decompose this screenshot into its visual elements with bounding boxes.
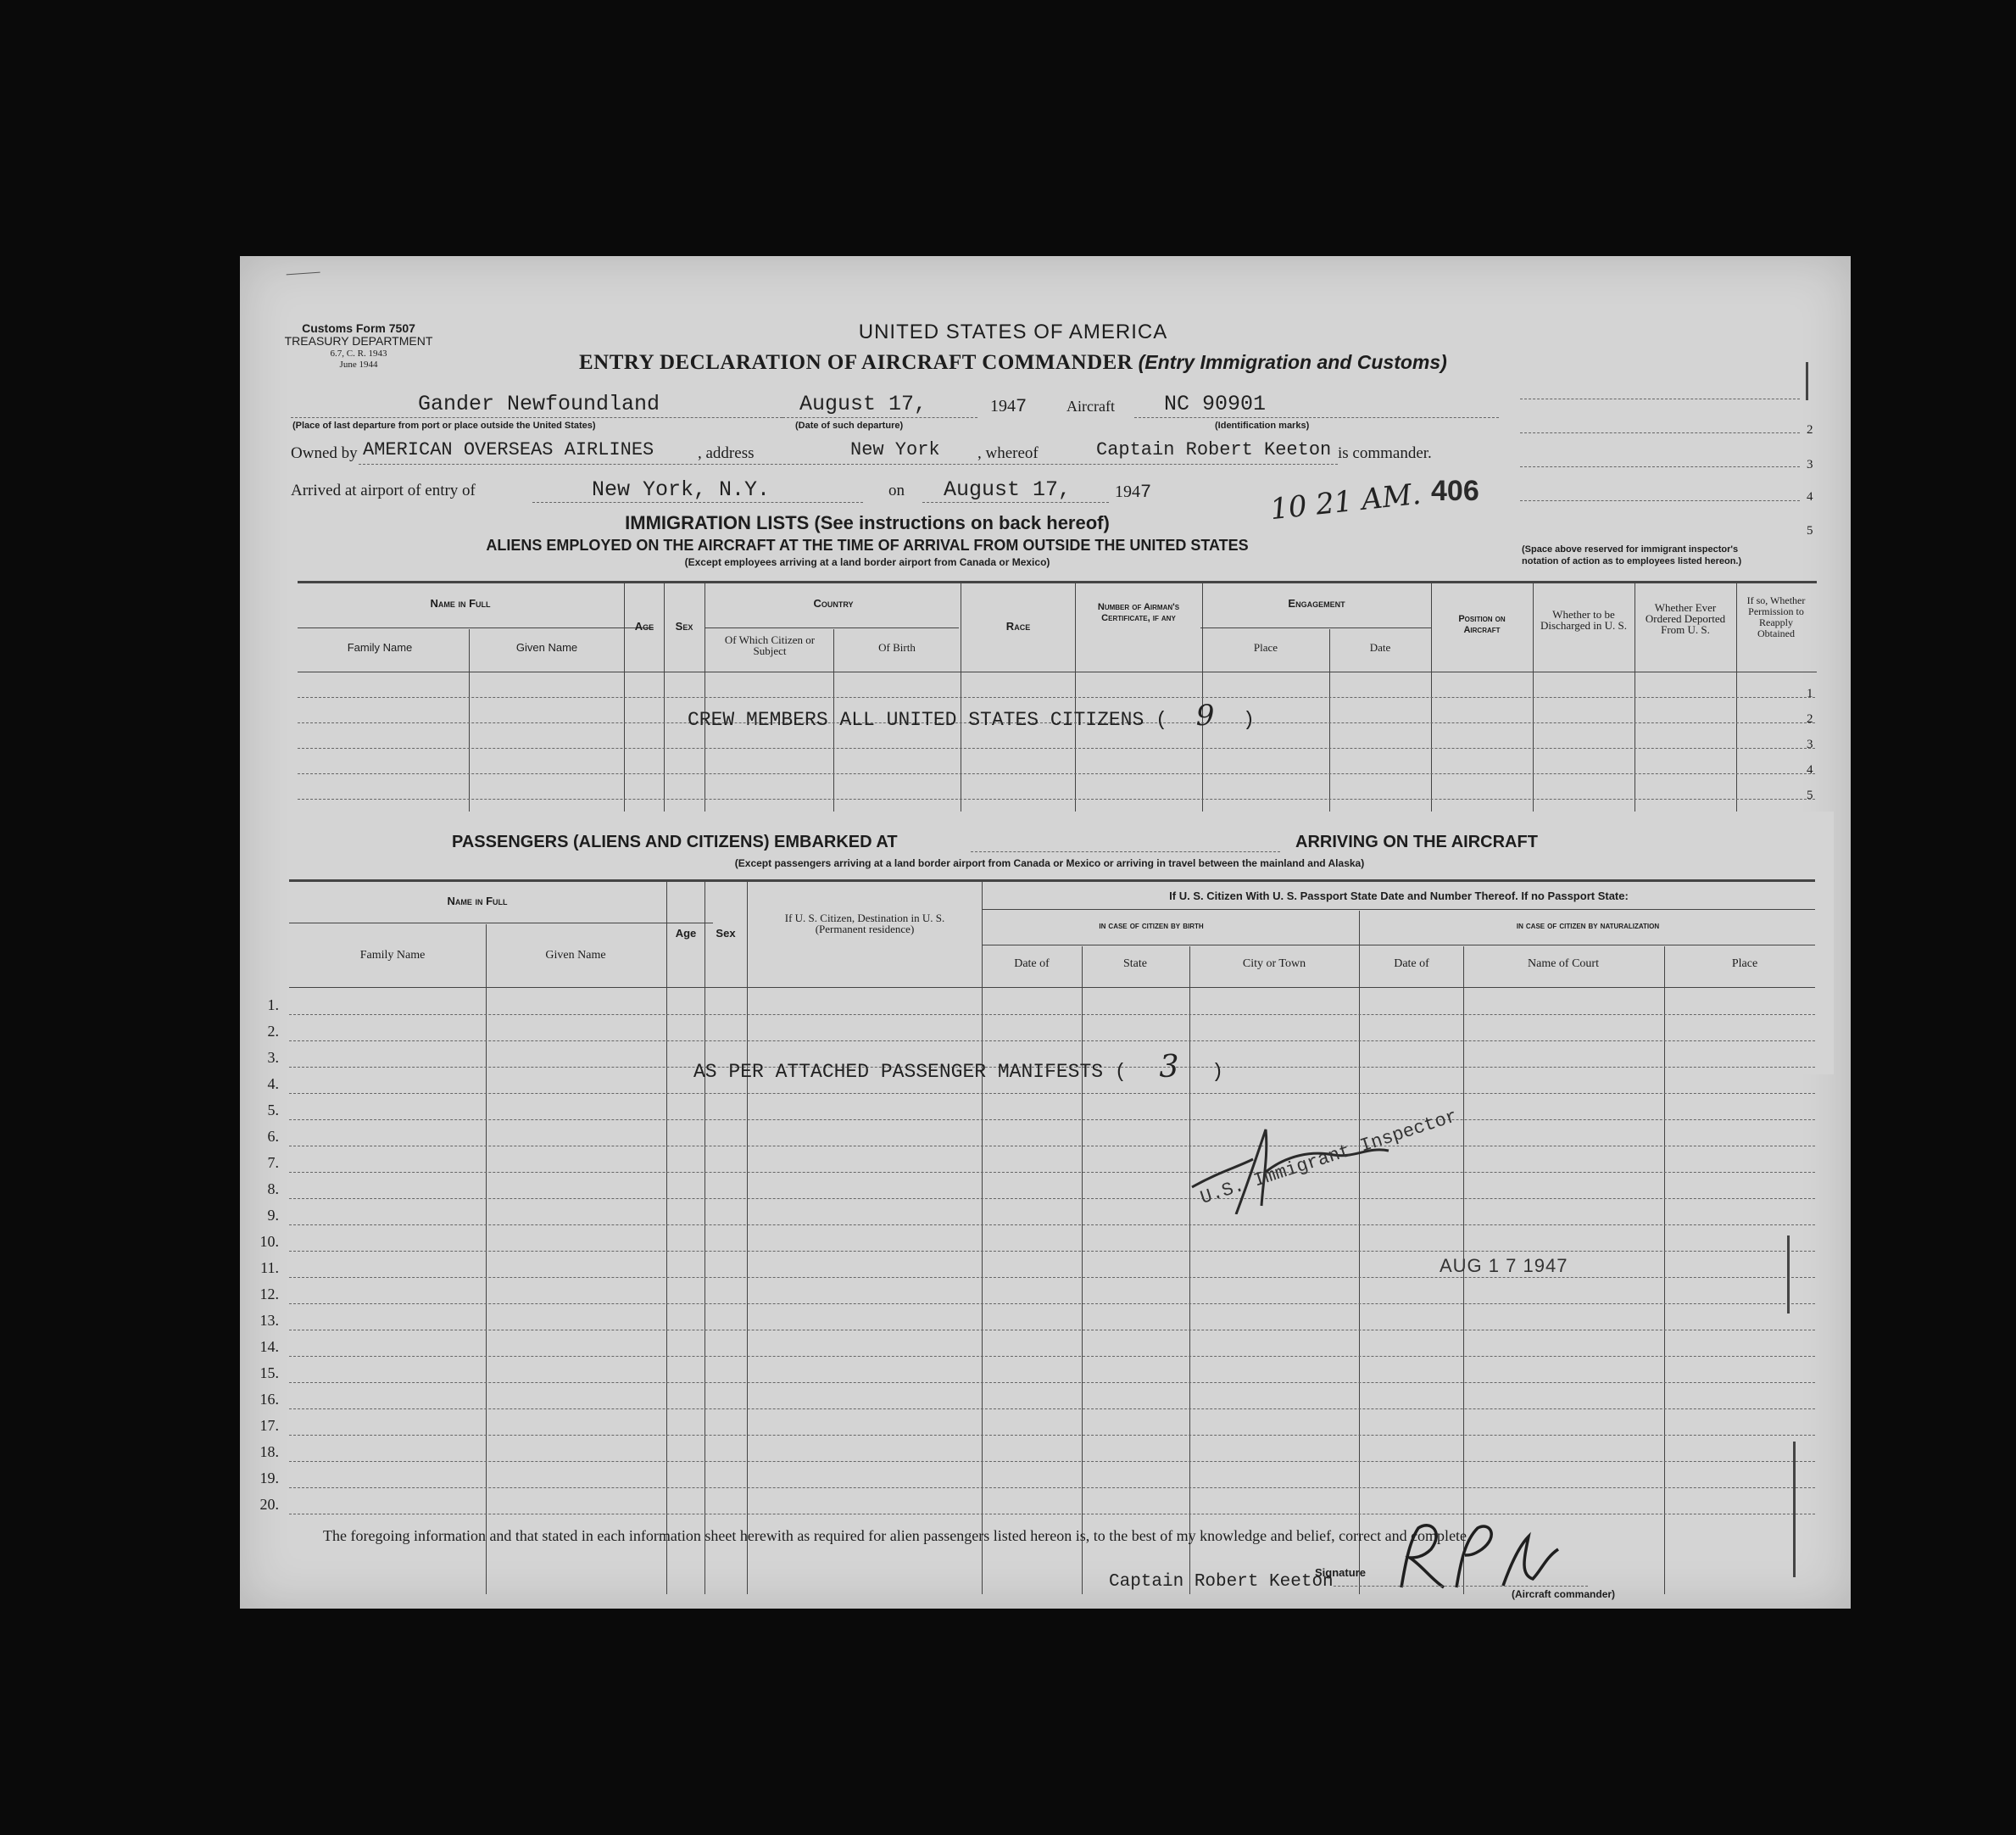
pass-col-court: Name of Court bbox=[1528, 957, 1599, 970]
declaration-form bbox=[240, 256, 1851, 1609]
owner-name: AMERICAN OVERSEAS AIRLINES bbox=[363, 439, 654, 460]
departure-date-caption: (Date of such departure) bbox=[795, 421, 904, 431]
passenger-row-number: 12. bbox=[259, 1286, 279, 1302]
owned-by-label: Owned by bbox=[291, 444, 358, 462]
crew-col-permission: If so, Whether Permission to Reapply Obtained bbox=[1746, 594, 1806, 639]
crew-entry-text: CREW MEMBERS ALL UNITED STATES CITIZENS ( bbox=[688, 709, 1167, 731]
manifest-entry-text: AS PER ATTACHED PASSENGER MANIFESTS ( bbox=[693, 1061, 1127, 1083]
passenger-row-line bbox=[289, 1224, 1815, 1225]
declaration-text: The foregoing information and that stated in each information sheet herewith as required for alien passengers listed hereon is, to the best of my knowledge and belief, correct and complete. bbox=[323, 1527, 1471, 1544]
crew-col-given-name: Given Name bbox=[515, 641, 578, 654]
departure-place-caption: (Place of last departure from port or place outside the United States) bbox=[292, 421, 596, 431]
crew-row-number: 4 bbox=[1807, 763, 1813, 777]
margin-number: 5 bbox=[1807, 524, 1813, 538]
passenger-row-number: 17. bbox=[259, 1417, 279, 1434]
pass-col-destination: If U. S. Citizen, Destination in U. S. (Permanent residence) bbox=[784, 912, 945, 935]
crew-col-sex: Sex bbox=[675, 620, 693, 633]
arrival-airport-line bbox=[532, 502, 863, 503]
passenger-row-line bbox=[289, 1014, 1815, 1015]
country-heading: UNITED STATES OF AMERICA bbox=[858, 321, 1168, 343]
crew-col-citizen-of: Of Which Citizen or Subject bbox=[724, 633, 816, 657]
immigration-note: (Except employees arriving at a land border airport from Canada or Mexico) bbox=[684, 556, 1050, 568]
department: TREASURY DEPARTMENT bbox=[284, 334, 433, 348]
passenger-row-line bbox=[289, 1382, 1815, 1383]
passenger-row-number: 10. bbox=[259, 1233, 279, 1250]
crew-col-engagement-place: Place bbox=[1253, 641, 1278, 654]
commander-signature-scribble bbox=[1384, 1511, 1571, 1596]
margin-bracket bbox=[1787, 1235, 1790, 1314]
pass-col-by-naturalization: in case of citizen by naturalization bbox=[1516, 921, 1660, 931]
crew-col-engagement-date: Date bbox=[1369, 641, 1391, 654]
departure-year bbox=[990, 396, 1027, 417]
arrival-date-line bbox=[922, 502, 1109, 503]
pass-col-state: State bbox=[1123, 957, 1147, 970]
crew-col-of-birth: Of Birth bbox=[878, 641, 916, 654]
reserved-line bbox=[1520, 500, 1800, 501]
arrival-date: August 17, bbox=[944, 477, 1072, 502]
commander-name: Captain Robert Keeton bbox=[1096, 439, 1332, 460]
arrival-year bbox=[1115, 482, 1151, 503]
owner-address: New York bbox=[850, 439, 940, 460]
pass-col-date-of-2: Date of bbox=[1394, 957, 1429, 970]
crew-col-engagement: Engagement bbox=[1288, 597, 1345, 610]
passenger-row-line bbox=[289, 1093, 1815, 1094]
pass-col-by-birth: in case of citizen by birth bbox=[1099, 921, 1204, 931]
passenger-row-line bbox=[289, 1040, 1815, 1041]
passenger-heading bbox=[452, 833, 898, 852]
margin-number: 2 bbox=[1807, 423, 1813, 437]
passenger-row-number: 20. bbox=[259, 1496, 279, 1513]
arrival-label: Arrived at airport of entry of bbox=[291, 482, 476, 499]
passenger-row-number: 5. bbox=[267, 1102, 279, 1118]
crew-col-discharged: Whether to be Discharged in U. S. bbox=[1540, 608, 1627, 632]
crew-subheader-line bbox=[704, 627, 959, 628]
passenger-row-line bbox=[289, 1172, 1815, 1173]
reserved-line bbox=[1520, 466, 1800, 467]
passenger-heading-right: ARRIVING ON THE AIRCRAFT bbox=[1295, 833, 1538, 851]
aircraft-line bbox=[1134, 417, 1499, 418]
crew-row-line bbox=[298, 799, 1815, 800]
entry-number: 406 bbox=[1431, 475, 1479, 507]
departure-date-line bbox=[782, 417, 977, 418]
inspector-stamp: U.S. Immigrant Inspector bbox=[1198, 1106, 1461, 1209]
crew-entry bbox=[688, 699, 1255, 733]
arrival-year-prefix: 194 bbox=[1115, 482, 1140, 501]
pass-col-divider bbox=[1082, 946, 1083, 1594]
margin-bracket bbox=[1793, 1442, 1796, 1577]
passenger-row-number: 18. bbox=[259, 1443, 279, 1460]
crew-entry-close: ) bbox=[1243, 709, 1255, 731]
margin-number: 3 bbox=[1807, 458, 1813, 471]
commander-suffix: is commander. bbox=[1338, 444, 1432, 462]
reserved-note-2: notation of action as to employees listed hereon.) bbox=[1522, 556, 1742, 566]
aircraft-caption: (Identification marks) bbox=[1215, 421, 1310, 431]
passenger-row-number: 7. bbox=[267, 1154, 279, 1171]
pass-col-divider bbox=[1359, 911, 1360, 1594]
crew-col-age: Age bbox=[634, 620, 654, 633]
crew-subheader-line bbox=[1200, 627, 1431, 628]
embarked-line bbox=[971, 851, 1280, 852]
passenger-row-number: 15. bbox=[259, 1364, 279, 1381]
crew-row-number: 2 bbox=[1807, 712, 1813, 726]
departure-year-prefix: 194 bbox=[990, 397, 1016, 416]
passenger-row-number: 4. bbox=[267, 1075, 279, 1092]
passenger-row-number: 3. bbox=[267, 1049, 279, 1066]
crew-row-number: 3 bbox=[1807, 738, 1813, 751]
crew-col-race: Race bbox=[1005, 620, 1031, 633]
departure-date: August 17, bbox=[799, 392, 927, 416]
arrival-on-label: on bbox=[888, 482, 905, 499]
crew-table-top bbox=[298, 581, 1817, 583]
passenger-row-line bbox=[289, 1408, 1815, 1409]
crew-row-number: 5 bbox=[1807, 789, 1813, 802]
crew-col-family-name: Family Name bbox=[347, 641, 413, 654]
pass-col-city: City or Town bbox=[1242, 957, 1306, 970]
crew-count: 9 bbox=[1195, 699, 1215, 733]
crew-row-line bbox=[298, 748, 1815, 749]
pass-col-divider bbox=[486, 924, 487, 1594]
owner-line bbox=[359, 464, 1338, 465]
passenger-row-line bbox=[289, 1251, 1815, 1252]
crew-col-position: Position on Aircraft bbox=[1458, 614, 1506, 635]
manifest-entry bbox=[693, 1050, 1223, 1085]
pass-table-header-bottom bbox=[289, 987, 1815, 988]
pass-table-top bbox=[289, 879, 1815, 882]
passenger-row-line bbox=[289, 1461, 1815, 1462]
signature-caption: (Aircraft commander) bbox=[1512, 1588, 1616, 1600]
pass-col-passport-heading: If U. S. Citizen With U. S. Passport State Date and Number Thereof. If no Passport State: bbox=[1169, 890, 1629, 902]
pass-col-divider bbox=[1189, 946, 1190, 1594]
pass-col-place: Place bbox=[1731, 957, 1758, 970]
aircraft-label: Aircraft bbox=[1066, 398, 1115, 415]
passenger-row-line bbox=[289, 1356, 1815, 1357]
passenger-row-number: 19. bbox=[259, 1470, 279, 1486]
passenger-row-line bbox=[289, 1198, 1815, 1199]
reserved-line bbox=[1520, 432, 1800, 433]
arrival-time-handwritten: 10 21 AM. bbox=[1268, 477, 1423, 527]
passenger-row-number: 13. bbox=[259, 1312, 279, 1329]
pass-col-date-of: Date of bbox=[1014, 957, 1050, 970]
form-title-main: ENTRY DECLARATION OF AIRCRAFT COMMANDER bbox=[579, 351, 1133, 374]
crew-col-name-in-full: Name in Full bbox=[430, 597, 491, 610]
pass-subheader-line bbox=[982, 909, 1815, 910]
commander-signature bbox=[1384, 1511, 1571, 1596]
passenger-row-number: 11. bbox=[260, 1259, 279, 1276]
passenger-row-number: 16. bbox=[259, 1391, 279, 1408]
crew-row-line bbox=[298, 697, 1815, 698]
signature-label: Signature bbox=[1315, 1566, 1366, 1579]
margin-number: 4 bbox=[1807, 490, 1813, 504]
pass-col-sex: Sex bbox=[716, 927, 736, 940]
pen-mark bbox=[287, 272, 321, 284]
form-title-sub: (Entry Immigration and Customs) bbox=[1138, 351, 1447, 373]
pass-col-divider bbox=[1664, 946, 1665, 1594]
pass-col-given-name: Given Name bbox=[545, 949, 606, 962]
form-date: June 1944 bbox=[339, 360, 378, 370]
passenger-row-line bbox=[289, 1435, 1815, 1436]
passenger-row-line bbox=[289, 1303, 1815, 1304]
immigration-subheading: ALIENS EMPLOYED ON THE AIRCRAFT AT THE TIME OF ARRIVAL FROM OUTSIDE THE UNITED STATES bbox=[486, 537, 1249, 554]
manifest-count: 3 bbox=[1159, 1050, 1179, 1085]
crew-row-line bbox=[298, 773, 1815, 774]
departure-year-value: 7 bbox=[1016, 396, 1027, 417]
crew-col-airman-cert: Number of Airman's Certificate, if any bbox=[1097, 602, 1180, 623]
signature-line bbox=[1334, 1586, 1588, 1587]
aircraft-id: NC 90901 bbox=[1164, 392, 1267, 416]
passenger-row-number: 6. bbox=[267, 1128, 279, 1145]
crew-col-deported: Whether Ever Ordered Deported From U. S. bbox=[1645, 601, 1726, 636]
form-id: Customs Form 7507 bbox=[302, 321, 415, 335]
departure-place-line bbox=[291, 417, 782, 418]
margin-bracket-top bbox=[1806, 362, 1808, 400]
address-label: , address bbox=[698, 444, 755, 462]
reserved-note-1: (Space above reserved for immigrant inspector's bbox=[1522, 544, 1739, 555]
departure-place: Gander Newfoundland bbox=[418, 392, 660, 416]
passenger-row-number: 9. bbox=[267, 1207, 279, 1224]
manifest-entry-close: ) bbox=[1211, 1061, 1224, 1083]
form-title bbox=[579, 351, 1447, 375]
passenger-row-line bbox=[289, 1119, 1815, 1120]
passenger-row-number: 2. bbox=[267, 1023, 279, 1040]
crew-col-country: Country bbox=[813, 597, 854, 610]
passenger-note: (Except passengers arriving at a land border airport from Canada or Mexico or arriving in travel between the mainland and Alaska) bbox=[734, 857, 1365, 869]
typed-commander-name: Captain Robert Keeton bbox=[1109, 1572, 1334, 1592]
crew-subheader-line bbox=[298, 627, 654, 628]
crew-row-number: 1 bbox=[1807, 687, 1813, 700]
passenger-row-number: 1. bbox=[267, 996, 279, 1013]
pass-col-family-name: Family Name bbox=[359, 949, 426, 962]
passenger-row-line bbox=[289, 1487, 1815, 1488]
arrival-year-value: 7 bbox=[1140, 482, 1152, 503]
passenger-row-number: 14. bbox=[259, 1338, 279, 1355]
arrival-airport: New York, N.Y. bbox=[592, 477, 771, 502]
passenger-row-number: 8. bbox=[267, 1180, 279, 1197]
pass-col-age: Age bbox=[675, 927, 697, 940]
stamp-date: AUG 1 7 1947 bbox=[1440, 1255, 1568, 1276]
passenger-row-line bbox=[289, 1277, 1815, 1278]
immigration-heading: IMMIGRATION LISTS (See instructions on back hereof) bbox=[625, 512, 1110, 533]
regulation: 6.7, C. R. 1943 bbox=[330, 349, 387, 359]
passenger-heading-left: PASSENGERS (ALIENS AND CITIZENS) EMBARKED AT bbox=[452, 833, 898, 851]
whereof-label: , whereof bbox=[977, 444, 1039, 462]
pass-col-name-in-full: Name in Full bbox=[447, 895, 508, 907]
